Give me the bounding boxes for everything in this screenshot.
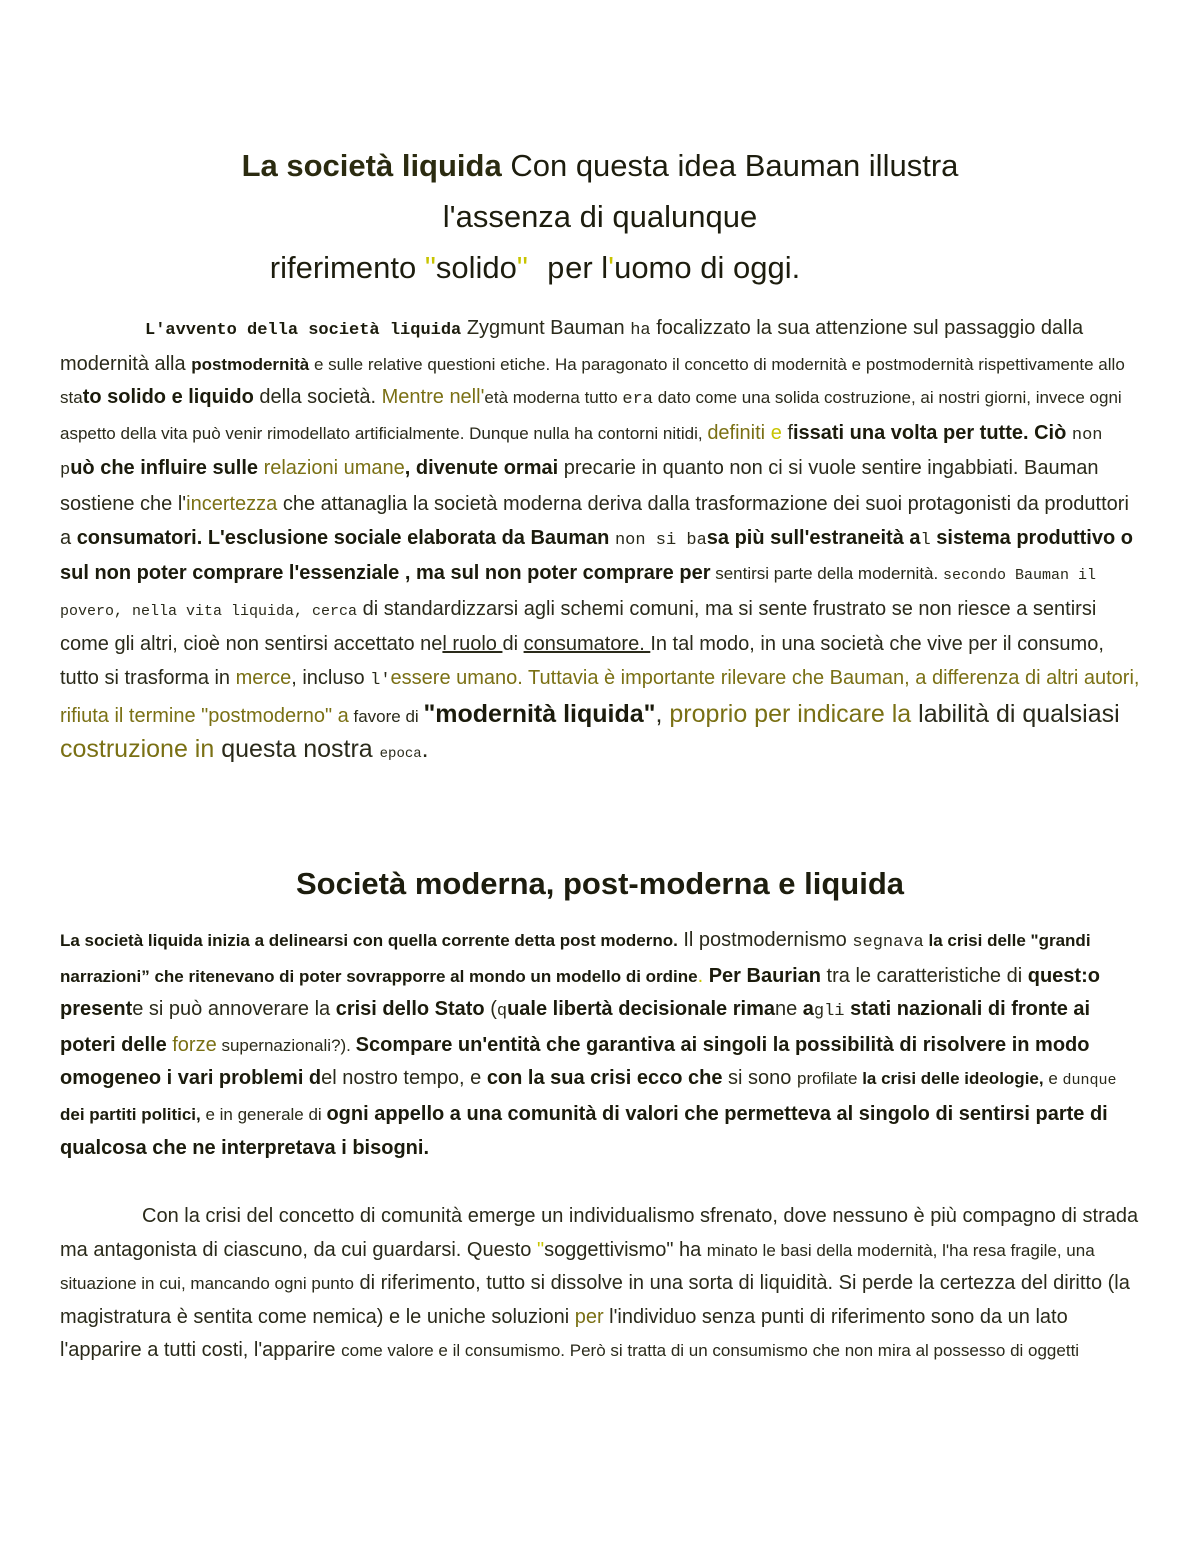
section-heading: Società moderna, post-moderna e liquida — [295, 866, 905, 901]
text-run: issati una volta per tutte. Ciò — [792, 421, 1072, 444]
text-run: Mentre nell' — [376, 386, 485, 409]
text-run: uò che influire sulle — [70, 457, 264, 480]
text-run: secondo Bauman il povero, nella vita liquida, cerca — [60, 567, 1096, 620]
text-run: di riferimento, tutto si dissolve in una sorta di liquidità. Si perde la certezza del diritto (la magistratura è sentita come nemica) e le uniche soluzioni — [60, 1272, 1130, 1328]
text-run: la crisi delle ideologie, — [857, 1069, 1044, 1089]
text-run: non si ba — [614, 530, 707, 550]
text-run: labilità di qualsiasi — [911, 699, 1120, 728]
text-run: to solido e liquido — [82, 386, 254, 409]
title-bold: La società liquida — [241, 148, 502, 183]
text-run: dei partiti politici, — [60, 1104, 201, 1124]
text-run: e — [770, 421, 782, 444]
title-text: " — [424, 250, 436, 285]
text-run: di standardizzarsi agli schemi comuni, ma si sente frustrato se non riesce a sentirsi come gli altri, cioè non sentirsi accettato ne — [60, 597, 1097, 656]
text-run: minato le basi della modernità, l'ha resa fragile, una situazione in cui, mancando ogni punto — [60, 1240, 1095, 1294]
text-run: q — [496, 1002, 508, 1022]
text-run: . — [697, 964, 704, 987]
text-run: e in generale di — [200, 1104, 327, 1124]
title-text: " — [516, 250, 528, 285]
text-run: dunque — [1062, 1072, 1117, 1090]
text-run: sa più sull'estraneità a — [706, 526, 921, 549]
text-run: era — [622, 390, 653, 410]
text-run: crisi dello Stato — [335, 998, 485, 1021]
text-run: Tuttavia è importante rilevare che Bauman, a differenza di altri autori, rifiuta il termine "postmoderno" a — [60, 666, 1140, 727]
text-run: postmodernità — [191, 354, 310, 374]
title-line-3 — [60, 242, 1140, 296]
text-run: gli — [813, 1002, 845, 1022]
text-run: l' — [370, 670, 391, 690]
text-run: In tal modo, in una società che vive per il consumo, tutto si trasforma in — [60, 633, 1104, 689]
text-run: . — [421, 735, 429, 764]
title-line-2: l'assenza di qualunque — [442, 199, 758, 234]
text-run: incertezza — [186, 492, 278, 515]
text-run: Zygmunt Bauman — [461, 317, 631, 339]
text-run: Però si tratta di un consumismo che non mira al possesso di oggetti — [565, 1341, 1080, 1361]
text-run: l — [920, 530, 931, 550]
text-run: focalizzato la sua attenzione sul passaggio dalla modernità alla — [60, 317, 1084, 375]
text-run: che attanaglia la società moderna deriva dalla trasformazione dei suoi protagonisti da produttori a — [60, 492, 1129, 549]
text-run: questa nostra — [214, 735, 380, 764]
text-run: si sono — [722, 1067, 797, 1090]
text-run: profilate — [796, 1069, 858, 1089]
text-run: sistema produttivo o sul non poter comprare l'essenziale , ma sul non poter comprare — [60, 526, 1133, 585]
text-run: età moderna tutto — [484, 388, 623, 408]
text-run: ne — [774, 998, 803, 1021]
title-text: uomo di oggi. — [614, 250, 801, 285]
text-run: relazioni umane — [263, 457, 405, 480]
text-run: della società. — [253, 386, 377, 409]
text-run: stati nazionali di fronte ai poteri delle — [60, 998, 1091, 1056]
paragraph-crisi-comunita — [60, 1200, 1140, 1368]
text-run: ogni appello a una comunità di valori che permetteva al singolo di sentirsi parte di qualcosa che ne interpretava i bisogni. — [60, 1102, 1108, 1159]
text-run: e — [1043, 1069, 1063, 1089]
title-line-1 — [60, 140, 1140, 191]
paragraph-lead: L'avvento della società liquida — [145, 321, 462, 340]
text-run: Con la crisi del concetto di comunità emerge un individualismo sfrenato, dove nessuno è più compagno di strada ma antagonista di ciascuno, da cui guardarsi. Questo — [60, 1205, 1139, 1261]
text-run: di — [502, 633, 524, 656]
text-run: ( — [484, 998, 497, 1021]
text-run: , — [655, 699, 670, 728]
text-run: uale libertà decisionale rima — [507, 998, 775, 1021]
text-run: proprio per indicare la — [669, 699, 912, 728]
text-run: consumatori. L'esclusione sociale elaborata da Bauman — [76, 526, 615, 549]
text-run: quest:o present — [60, 964, 1100, 1021]
text-run: Per Baurian — [703, 964, 821, 987]
text-run: per — [574, 1305, 604, 1328]
text-run: "modernità liquida" — [423, 699, 656, 728]
text-run: supernazionali?). — [216, 1035, 356, 1055]
text-run: l'individuo senza punti di riferimento sono da un lato l'apparire a tutti costi, l'apparire — [60, 1305, 1068, 1362]
text-run: merce — [235, 666, 292, 689]
title-text: solido — [435, 250, 517, 285]
text-run: el nostro tempo, e — [321, 1067, 487, 1090]
paragraph-avvento — [60, 312, 1140, 772]
text-run: favore di — [348, 706, 424, 726]
text-run: la crisi delle "grandi narrazioni” che ritenevano di poter sovrapporre al mondo un modello di ordine — [60, 931, 1091, 986]
text-run: con la sua crisi ecco che — [486, 1067, 723, 1090]
text-run: La società liquida inizia a delinearsi con quella corrente detta post moderno. — [60, 931, 678, 950]
text-run: tra le caratteristiche di — [820, 964, 1028, 987]
paragraph-societa-liquida — [60, 924, 1140, 1165]
text-run: come valore e il consumismo. — [341, 1341, 566, 1361]
title-text: riferimento — [269, 250, 425, 285]
text-run: l ruolo — [442, 633, 503, 656]
text-run: , divenute ormai — [404, 457, 559, 480]
title-text: er l — [565, 250, 609, 285]
text-run: ha — [630, 321, 651, 340]
text-run: Il postmodernismo — [677, 929, 853, 951]
title-text: Con questa idea Bauman illustra — [501, 148, 959, 183]
text-run: epoca — [379, 746, 422, 763]
text-run: forze — [172, 1033, 217, 1056]
text-run: sentirsi parte della modernità. — [710, 564, 943, 584]
text-run: , incluso — [291, 666, 371, 689]
text-run: per — [679, 562, 711, 585]
document-title — [60, 140, 1140, 296]
title-text: p — [527, 253, 566, 288]
text-run: f — [781, 421, 793, 444]
text-run: precarie in quanto non ci si vuole sentire ingabbiati. Bauman sostiene che l' — [60, 457, 1099, 515]
text-run: soggettivismo" ha — [544, 1238, 707, 1261]
title-text: ' — [608, 250, 615, 285]
text-run: consumatore. — [523, 633, 651, 656]
text-run: e si può annoverare la — [132, 998, 336, 1021]
text-run: " — [536, 1238, 545, 1261]
text-run: definiti — [707, 421, 771, 444]
text-run: non p — [60, 425, 1103, 481]
text-run: dato come una solida costruzione, ai nostri giorni, invece ogni aspetto della vita può venir rimodellato artificialmente. Dunque nulla ha contorni nitidi, — [60, 388, 1122, 443]
text-run: segnava — [852, 933, 924, 952]
text-run: costruzione in — [60, 735, 215, 764]
text-run: Scompare un'entità che garantiva ai singoli la possibilità di risolvere in modo omogeneo i vari problemi d — [60, 1033, 1090, 1090]
text-run: essere umano. — [390, 666, 523, 689]
text-run: a — [802, 998, 814, 1021]
text-run: e sulle relative questioni etiche. Ha paragonato il concetto di modernità e postmodernità rispettivamente allo sta — [60, 354, 1125, 408]
